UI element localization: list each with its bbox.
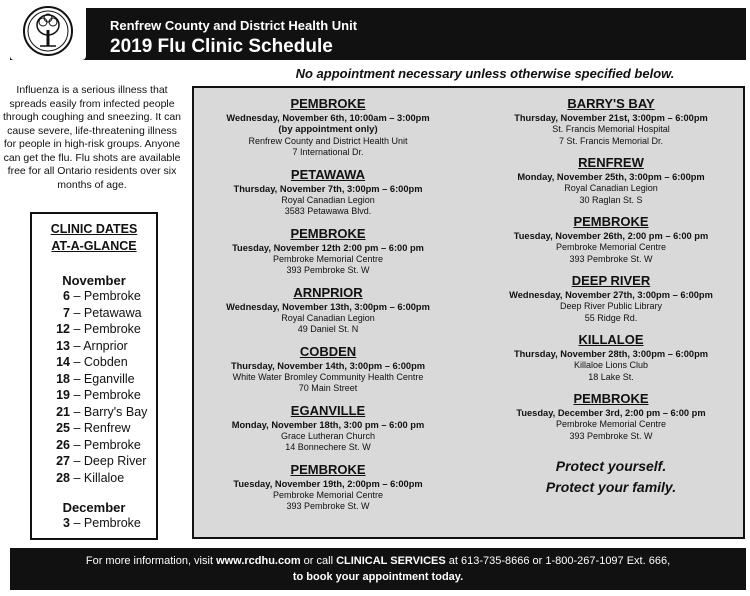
clinic-detail: 7 International Dr. <box>292 147 364 157</box>
footer-line-1: For more information, visit www.rcdhu.com or call CLINICAL SERVICES at 613-735-8666 or 1-800-267-1097 Ext. 666, <box>85 555 671 567</box>
clinic-entry <box>477 273 745 324</box>
glance-date-item: 21 – Barry's Bay <box>56 404 148 419</box>
clinic-detail: 393 Pembroke St. W <box>569 430 653 441</box>
footer-line-2: to book your appointment today. <box>292 571 464 583</box>
clinic-detail: 393 Pembroke St. W <box>286 265 370 275</box>
glance-month-november: November <box>62 273 126 288</box>
clinic-town: COBDEN <box>299 343 357 359</box>
clinic-date: Wednesday, November 13th, 3:00pm – 6:00pm <box>226 301 430 312</box>
clinic-date: Tuesday, November 26th, 2:00 pm – 6:00 pm <box>513 231 709 241</box>
clinic-schedule-panel <box>192 86 745 539</box>
clinic-detail: Pembroke Memorial Centre <box>272 489 384 500</box>
schedule-right-column <box>477 96 745 498</box>
clinic-entry <box>194 462 462 513</box>
clinic-detail: White Water Bromley Community Health Centre <box>232 371 424 382</box>
clinic-detail: Pembroke Memorial Centre <box>272 253 384 264</box>
clinic-detail: 30 Raglan St. S <box>579 194 643 205</box>
page-title: 2019 Flu Clinic Schedule <box>110 36 333 57</box>
clinic-date: Thursday, November 14th, 3:00pm – 6:00pm <box>230 360 426 371</box>
clinic-date: Thursday, November 21st, 3:00pm – 6:00pm <box>514 113 708 123</box>
glance-date-item: 26 – Pembroke <box>56 437 141 452</box>
december-dates-list <box>32 515 156 532</box>
clinic-detail: 18 Lake St. <box>588 371 634 382</box>
glance-date-item: 3 – Pembroke <box>63 516 141 530</box>
footer-banner <box>10 548 746 590</box>
clinic-town: PEMBROKE <box>290 225 366 241</box>
organization-name: Renfrew County and District Health Unit <box>110 18 358 33</box>
clinic-date: Monday, November 25th, 3:00pm – 6:00pm <box>517 172 705 182</box>
clinic-entry <box>194 167 462 218</box>
glance-date-item: 6 – Pembroke <box>63 289 141 303</box>
clinic-detail: (by appointment only) <box>278 124 378 135</box>
clinic-town: ARNPRIOR <box>293 284 363 300</box>
clinic-entry <box>194 285 462 336</box>
glance-date-item: 27 – Deep River <box>56 454 147 468</box>
glance-title: CLINIC DATES AT-A-GLANCE <box>50 222 138 253</box>
clinic-entry <box>194 96 462 159</box>
clinic-town: PETAWAWA <box>290 166 366 182</box>
clinic-date: Tuesday, November 19th, 2:00pm – 6:00pm <box>233 478 423 489</box>
clinic-detail: 70 Main Street <box>298 383 358 393</box>
clinic-town: KILLALOE <box>578 332 644 347</box>
clinic-date: Wednesday, November 27th, 3:00pm – 6:00pm <box>509 290 713 300</box>
clinic-entry <box>477 96 745 147</box>
clinic-detail: 393 Pembroke St. W <box>286 501 370 511</box>
clinic-entry <box>194 344 462 395</box>
clinic-town: PEMBROKE <box>290 96 366 111</box>
glance-date-item: 13 – Arnprior <box>56 338 128 353</box>
clinic-date: Thursday, November 7th, 3:00pm – 6:00pm <box>233 183 423 194</box>
glance-date-item: 28 – Killaloe <box>56 470 125 485</box>
appointment-notice: No appointment necessary unless otherwise specified below. <box>295 66 675 81</box>
clinic-town: EGANVILLE <box>290 402 366 418</box>
clinic-detail: 3583 Petawawa Blvd. <box>284 206 372 216</box>
health-unit-logo <box>10 2 86 60</box>
clinic-detail: 14 Bonnechere St. W <box>285 442 371 452</box>
november-dates-list <box>32 288 156 486</box>
clinic-town: BARRY'S BAY <box>567 96 655 111</box>
glance-date-item: 25 – Renfrew <box>56 421 131 435</box>
header-banner <box>10 8 746 60</box>
clinic-town: RENFREW <box>578 155 644 170</box>
clinic-detail: 7 St. Francis Memorial Dr. <box>558 135 664 146</box>
right-clinics-list <box>477 96 745 442</box>
clinic-detail: 55 Ridge Rd. <box>584 312 638 323</box>
clinic-dates-box <box>30 212 158 540</box>
clinic-town: PEMBROKE <box>573 214 649 229</box>
influenza-intro: Influenza is a serious illness that spreads easily from infected people through coughing and sneezing. It can cause severe, life-threatening illness for people in high-risk groups. Anyone can get the flu. Flu shots are available free for all Ontario residents over six months of age. <box>2 84 182 191</box>
schedule-left-column <box>194 96 462 521</box>
clinic-town: DEEP RIVER <box>571 273 651 288</box>
clinic-detail: Killaloe Lions Club <box>573 360 649 370</box>
clinic-entry <box>194 226 462 277</box>
clinic-detail: St. Francis Memorial Hospital <box>552 124 670 134</box>
clinic-detail: Renfrew County and District Health Unit <box>248 135 408 146</box>
clinic-date: Thursday, November 28th, 3:00pm – 6:00pm <box>513 349 709 359</box>
clinic-detail: Pembroke Memorial Centre <box>555 242 667 252</box>
clinic-date: Wednesday, November 6th, 10:00am – 3:00pm <box>226 113 430 123</box>
clinic-entry <box>477 155 745 206</box>
clinic-date: Tuesday, November 12th 2:00 pm – 6:00 pm <box>232 242 424 253</box>
glance-date-item: 19 – Pembroke <box>56 388 141 402</box>
glance-date-item: 7 – Petawawa <box>63 305 142 320</box>
website-link[interactable]: www.rcdhu.com <box>216 555 301 567</box>
clinic-detail: Royal Canadian Legion <box>564 183 658 193</box>
glance-date-item: 18 – Eganville <box>56 371 135 386</box>
clinic-entry <box>477 214 745 265</box>
clinic-detail: Royal Canadian Legion <box>281 194 375 205</box>
glance-month-december: December <box>62 500 126 515</box>
clinic-detail: Deep River Public Library <box>559 301 663 311</box>
clinic-town: PEMBROKE <box>290 461 366 477</box>
clinic-date: Tuesday, December 3rd, 2:00 pm – 6:00 pm <box>516 408 706 418</box>
clinic-detail: 49 Daniel St. N <box>297 324 359 334</box>
clinic-entry <box>194 403 462 454</box>
clinic-detail: Royal Canadian Legion <box>281 312 375 323</box>
clinical-services-label: CLINICAL SERVICES <box>336 555 446 567</box>
clinic-date: Monday, November 18th, 3:00 pm – 6:00 pm <box>231 419 425 430</box>
clinic-detail: Grace Lutheran Church <box>280 430 376 441</box>
clinic-entry <box>477 332 745 383</box>
glance-date-item: 14 – Cobden <box>56 355 128 369</box>
slogan: Protect yourself. Protect your family. <box>545 458 677 495</box>
glance-date-item: 12 – Pembroke <box>56 322 141 336</box>
clinic-town: PEMBROKE <box>573 391 649 406</box>
clinic-detail: 393 Pembroke St. W <box>569 253 653 264</box>
clinic-entry <box>477 391 745 442</box>
clinic-detail: Pembroke Memorial Centre <box>555 419 667 429</box>
